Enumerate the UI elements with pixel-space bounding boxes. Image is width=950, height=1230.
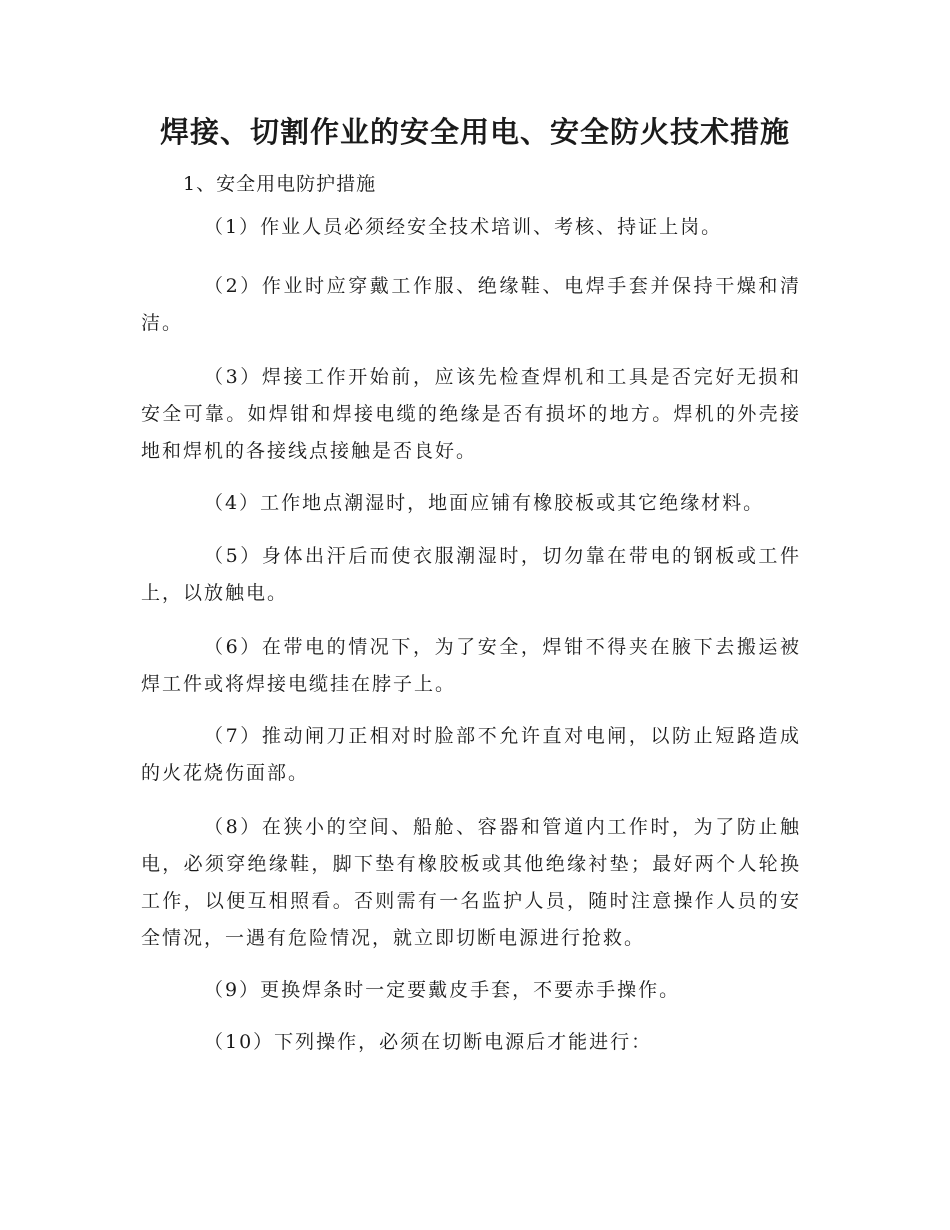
paragraph-3: （3）焊接工作开始前，应该先检查焊机和工具是否完好无损和安全可靠。如焊钳和焊接电缆的绝缘是否有损坏的地方。焊机的外壳接地和焊机的各接线点接触是否良好。: [141, 366, 801, 462]
paragraph-1: （1）作业人员必须经安全技术培训、考核、持证上岗。: [204, 216, 723, 238]
paragraph-10: （10）下列操作，必须在切断电源后才能进行：: [204, 1031, 653, 1053]
paragraph-6: （6）在带电的情况下，为了安全，焊钳不得夹在腋下去搬运被焊工件或将焊接电缆挂在脖子上。: [141, 636, 801, 695]
paragraph-5: （5）身体出汗后而使衣服潮湿时，切勿靠在带电的钢板或工件上，以放触电。: [141, 545, 801, 604]
paragraph-7: （7）推动闸刀正相对时脸部不允许直对电闸，以防止短路造成的火花烧伤面部。: [141, 725, 801, 784]
paragraph-8: （8）在狭小的空间、船舱、容器和管道内工作时，为了防止触电，必须穿绝缘鞋，脚下垫有橡胶板或其他绝缘衬垫；最好两个人轮换工作，以便互相照看。否则需有一名监护人员，随时注意操作人员的安全情况，一遇有危险情况，就立即切断电源进行抢救。: [141, 816, 801, 949]
paragraph-9: （9）更换焊条时一定要戴皮手套，不要赤手操作。: [204, 979, 681, 1001]
document-title: 焊接、切割作业的安全用电、安全防火技术措施: [159, 115, 790, 149]
section-heading: 1、安全用电防护措施: [183, 173, 377, 195]
paragraph-2: （2）作业时应穿戴工作服、绝缘鞋、电焊手套并保持干燥和清洁。: [141, 275, 801, 334]
paragraph-4: （4）工作地点潮湿时，地面应铺有橡胶板或其它绝缘材料。: [204, 492, 765, 514]
